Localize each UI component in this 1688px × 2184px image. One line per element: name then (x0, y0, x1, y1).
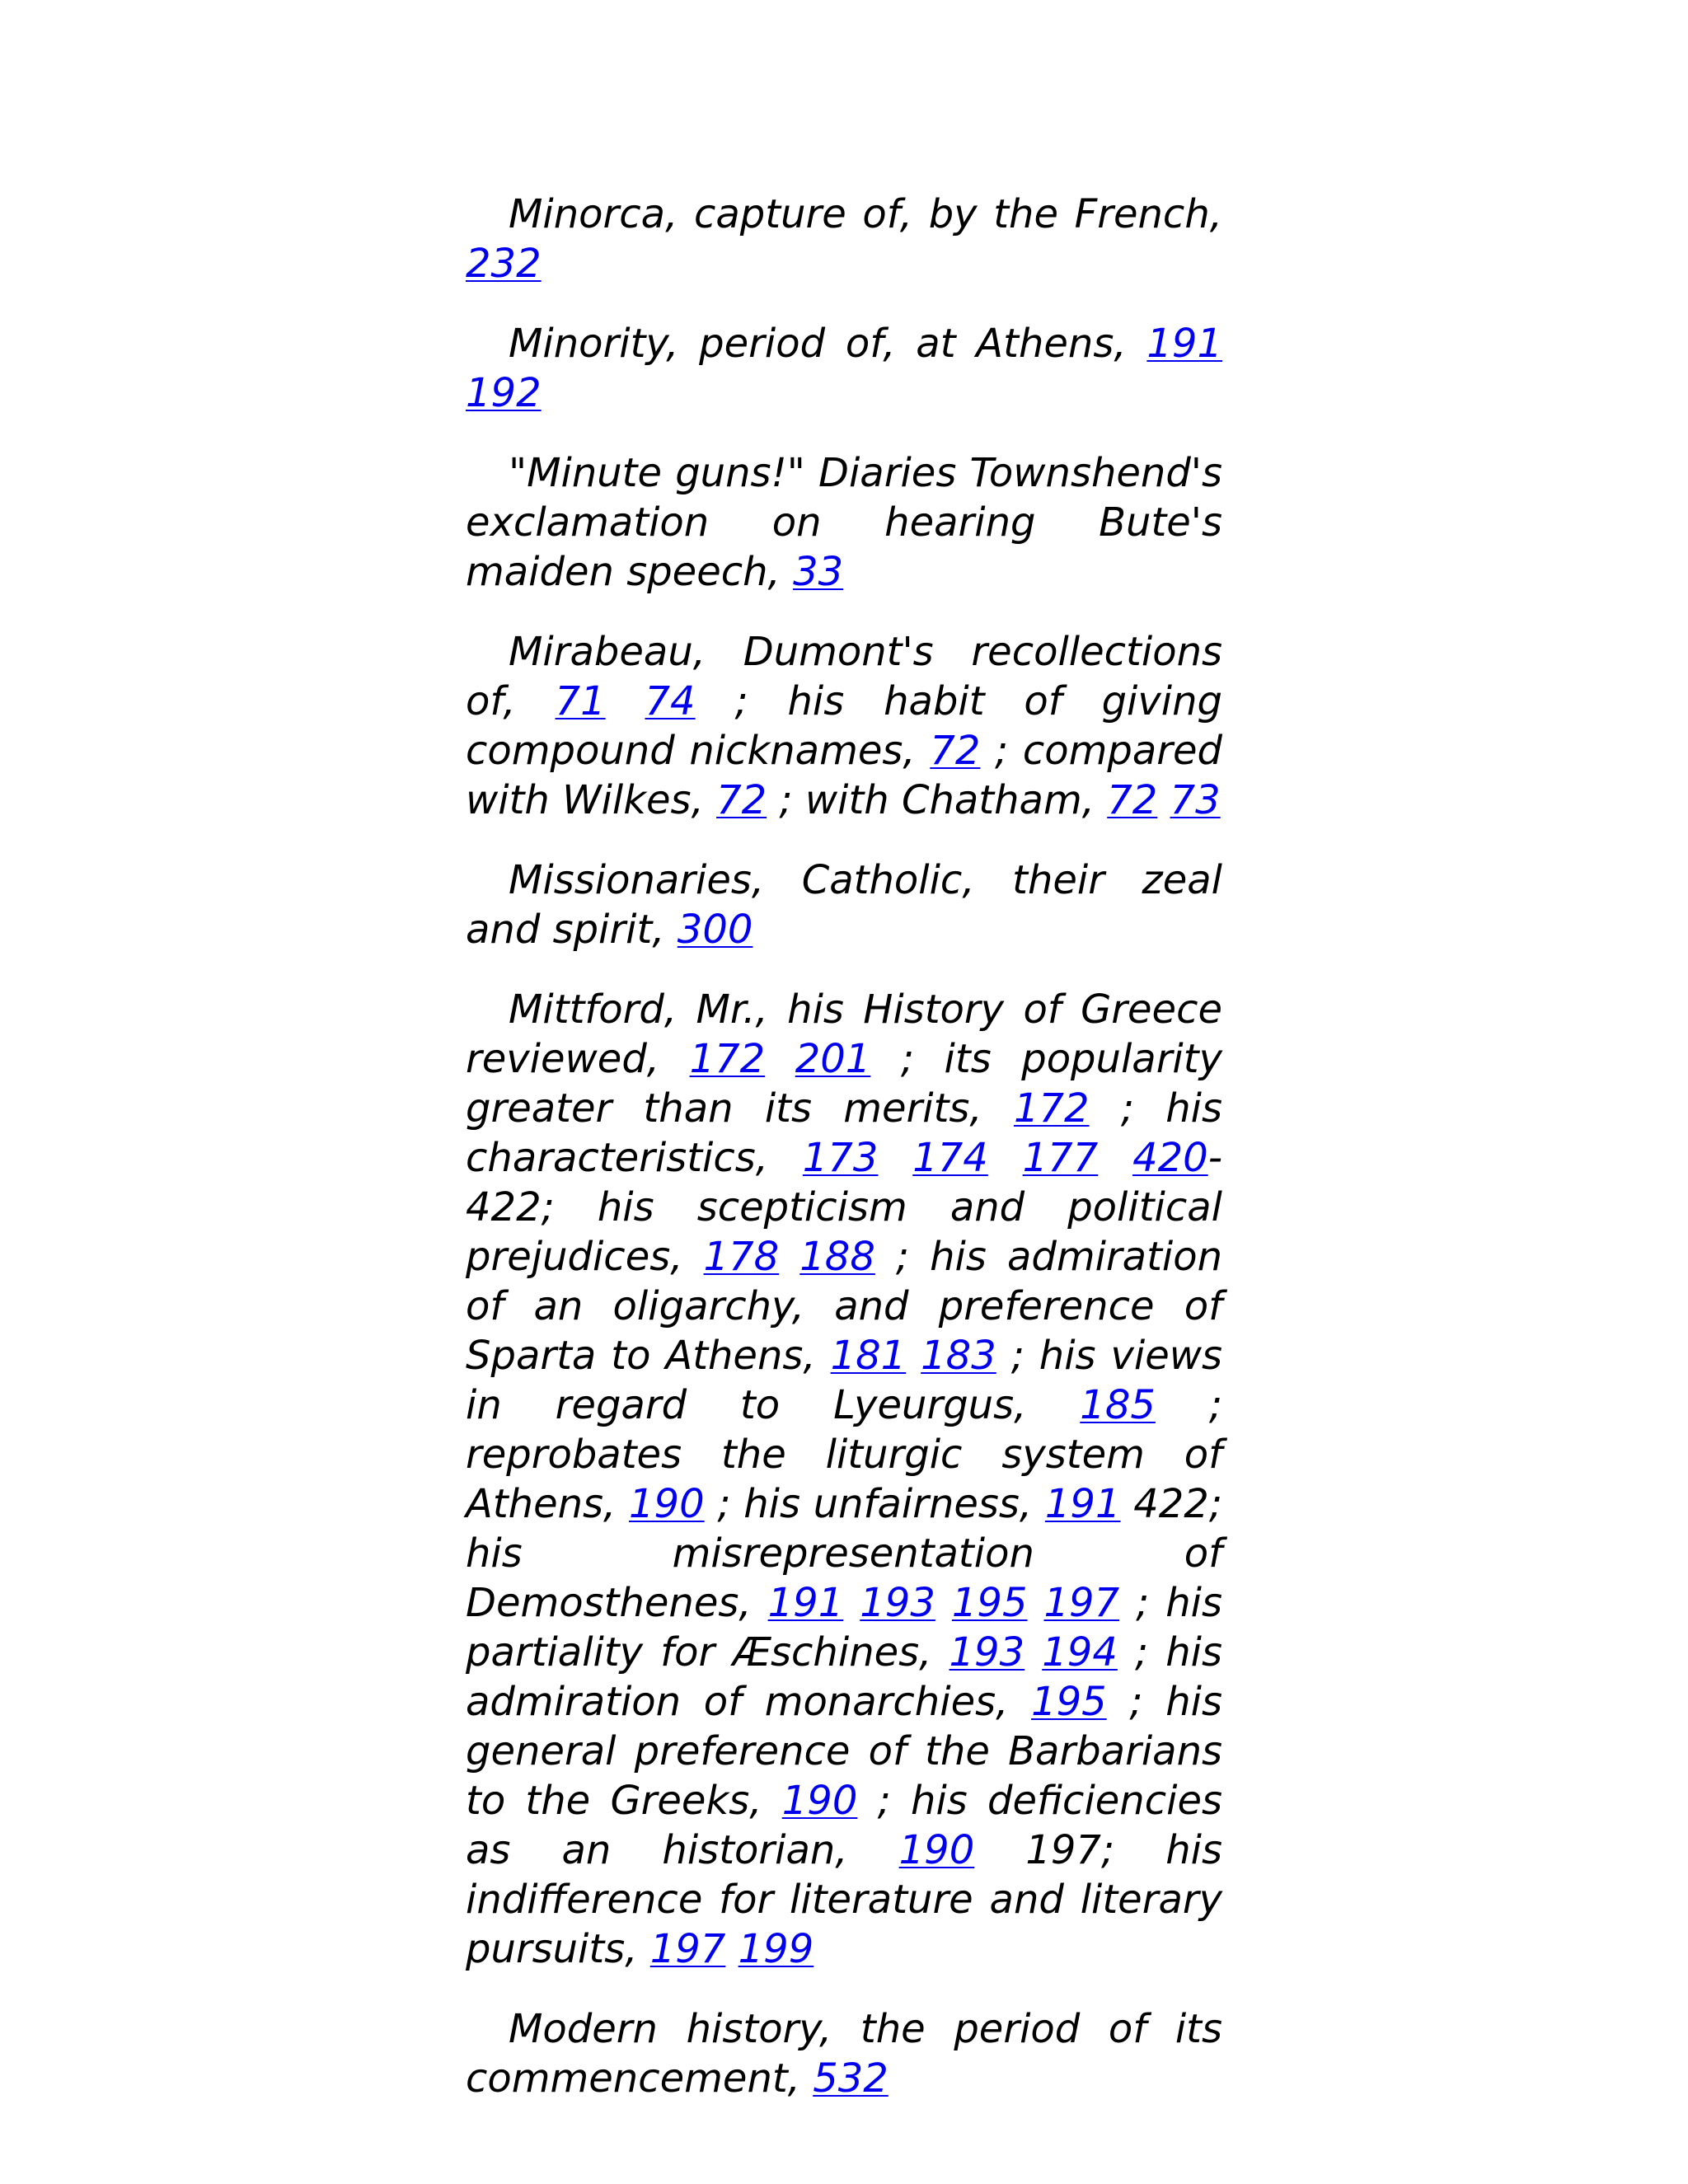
entry-text: ; his deficiencies as an historian, (466, 1778, 1222, 1873)
entry-text: -422; his scepticism and political prejudices, (466, 1135, 1223, 1280)
index-entry (466, 190, 1222, 288)
page-link[interactable]: 183 (921, 1333, 996, 1379)
index-entry (466, 319, 1222, 418)
page-link[interactable]: 532 (813, 2055, 889, 2102)
page-link[interactable]: 177 (1022, 1135, 1099, 1181)
entry-text (1157, 777, 1170, 823)
page-link[interactable]: 71 (555, 678, 606, 724)
page-link[interactable]: 195 (1031, 1679, 1107, 1725)
page-link[interactable]: 190 (781, 1778, 858, 1824)
entry-text: Mirabeau, Dumont's recollections of, (466, 629, 1222, 724)
entry-text (765, 1036, 795, 1082)
page-link[interactable]: 190 (629, 1481, 705, 1527)
entry-text: ; his admiration of monarchies, (466, 1629, 1223, 1725)
entry-text: 422; his misrepresentation of Demosthenes, (466, 1481, 1222, 1626)
entry-text (843, 1580, 860, 1626)
page-link[interactable]: 199 (738, 1926, 814, 1972)
page-link[interactable]: 190 (898, 1827, 975, 1873)
page-link[interactable]: 201 (795, 1036, 871, 1082)
entry-text: 197; his indifference for literature and literary pursuits, (466, 1827, 1222, 1972)
page-link[interactable]: 74 (645, 678, 696, 724)
entry-text: ; its popularity greater than its merits, (466, 1036, 1222, 1132)
entry-text: ; his unfairness, (704, 1481, 1045, 1527)
entry-text: Modern history, the period of its commencement, (466, 2006, 1222, 2102)
page-link[interactable]: 192 (466, 370, 542, 416)
entry-text (935, 1580, 952, 1626)
entry-text (606, 678, 645, 724)
page-link[interactable]: 193 (860, 1580, 935, 1626)
entry-text: "Minute guns!" Diaries Townshend's exclamation on hearing Bute's maiden speech, (466, 450, 1222, 595)
index-page (466, 190, 1222, 2134)
page-link[interactable]: 300 (677, 907, 753, 953)
page-link[interactable]: 174 (912, 1135, 988, 1181)
entry-text: Minorca, capture of, by the French, (509, 191, 1222, 237)
page-link[interactable]: 232 (466, 241, 542, 287)
page-link[interactable]: 188 (799, 1234, 875, 1280)
index-entry (466, 627, 1222, 825)
entry-text: Missionaries, Catholic, their zeal and spirit, (466, 857, 1222, 953)
entry-text: ; his views in regard to Lyeurgus, (466, 1333, 1223, 1428)
page-link[interactable]: 72 (1107, 777, 1158, 823)
entry-text: ; with Chatham, (767, 777, 1108, 823)
page-link[interactable]: 193 (949, 1629, 1025, 1675)
page-link[interactable]: 195 (951, 1580, 1028, 1626)
page-link[interactable]: 420 (1132, 1135, 1208, 1181)
entry-text (988, 1135, 1023, 1181)
page-link[interactable]: 191 (1044, 1481, 1121, 1527)
index-entry (466, 448, 1222, 597)
entry-text (1098, 1135, 1132, 1181)
entry-text (725, 1926, 738, 1972)
entry-text (779, 1234, 799, 1280)
entry-text: ; compared with Wilkes, (466, 728, 1222, 823)
page-link[interactable]: 172 (1013, 1085, 1090, 1132)
page-link[interactable]: 191 (767, 1580, 844, 1626)
page-link[interactable]: 172 (689, 1036, 766, 1082)
entry-text: ; his general preference of the Barbarians to the Greeks, (466, 1679, 1223, 1824)
page-link[interactable]: 72 (930, 728, 981, 774)
entry-text (878, 1135, 912, 1181)
page-link[interactable]: 73 (1170, 777, 1221, 823)
index-entry (466, 2004, 1222, 2103)
page-link[interactable]: 197 (1043, 1580, 1120, 1626)
page-link[interactable]: 33 (793, 549, 844, 595)
entry-text (1027, 1580, 1043, 1626)
entry-text: ; his partiality for Æschines, (466, 1580, 1223, 1675)
page-link[interactable]: 181 (830, 1333, 907, 1379)
page-link[interactable]: 191 (1146, 321, 1222, 367)
entry-text: ; reprobates the liturgic system of Athens, (466, 1382, 1223, 1527)
page-link[interactable]: 173 (802, 1135, 879, 1181)
entry-text: Minority, period of, at Athens, (509, 321, 1147, 367)
page-link[interactable]: 197 (649, 1926, 726, 1972)
entry-text: Mittford, Mr., his History of Greece reviewed, (466, 987, 1222, 1082)
entry-text (906, 1333, 921, 1379)
entry-text: ; his characteristics, (466, 1085, 1223, 1181)
index-entry (466, 985, 1222, 1974)
page-link[interactable]: 178 (703, 1234, 780, 1280)
entry-text: ; his admiration of an oligarchy, and preference of Sparta to Athens, (466, 1234, 1223, 1379)
index-entry (466, 855, 1222, 954)
page-link[interactable]: 72 (716, 777, 767, 823)
entry-text (1025, 1629, 1042, 1675)
entry-text: ; his habit of giving compound nicknames, (466, 678, 1223, 774)
page-link[interactable]: 185 (1080, 1382, 1156, 1428)
page-link[interactable]: 194 (1042, 1629, 1118, 1675)
